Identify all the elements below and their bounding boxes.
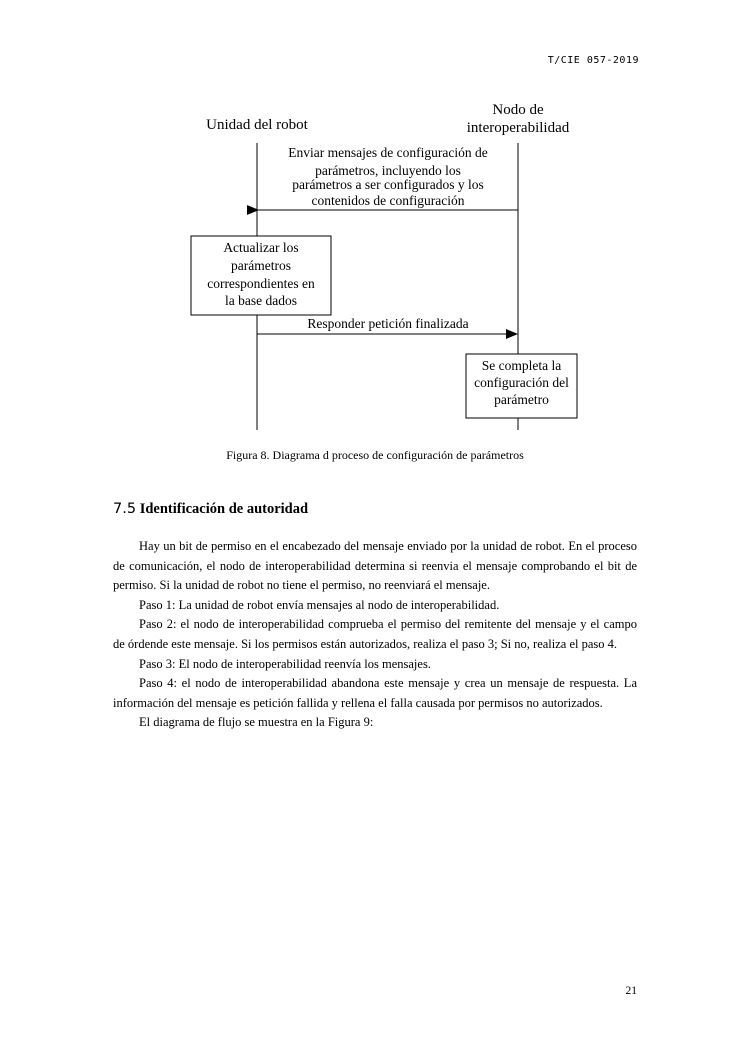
message-config-line3: parámetros a ser configurados y los <box>292 177 484 192</box>
lane-label-node-line1: Nodo de <box>492 102 544 118</box>
box-complete-line1: Se completa la <box>481 358 562 373</box>
document-code: T/CIE 057-2019 <box>547 55 639 66</box>
figure-caption: Figura 8. Diagrama d proceso de configuración de parámetros <box>226 448 524 462</box>
section-number: 7.5 <box>113 501 137 517</box>
section-title-text: Identificación de autoridad <box>139 501 309 517</box>
sequence-diagram <box>0 0 750 440</box>
lane-label-node-line2: interoperabilidad <box>466 120 570 136</box>
paragraph-step-3: Paso 3: El nodo de interoperabilidad reenvía los mensajes. <box>139 656 431 671</box>
message-config-line2: parámetros, incluyendo los <box>315 163 461 178</box>
page-number: 21 <box>625 985 637 997</box>
box-complete-line3: parámetro <box>494 392 549 407</box>
message-config-line4: contenidos de configuración <box>311 193 465 208</box>
lane-label-robot: Unidad del robot <box>206 117 308 133</box>
paragraph-step-2: Paso 2: el nodo de interoperabilidad comprueba el permiso del remitente del mensaje y el campo de órdende este mensaje. Si los permisos están autorizados, realiza el paso 3; Si no, realiza el paso 4. <box>113 617 637 651</box>
paragraph-figure-ref: El diagrama de flujo se muestra en la Figura 9: <box>139 715 374 730</box>
box-update-line4: la base dados <box>225 293 297 308</box>
box-update-line2: parámetros <box>231 258 291 273</box>
message-config-line1: Enviar mensajes de configuración de <box>288 145 488 160</box>
section-heading <box>113 501 308 518</box>
paragraph-step-4: Paso 4: el nodo de interoperabilidad abandona este mensaje y crea un mensaje de respuesta. La información del mensaje es petición fallida y rellena el falla causada por permisos no autorizados. <box>113 676 637 710</box>
box-complete-line2: configuración del <box>474 375 569 390</box>
diagram-lines <box>0 0 750 440</box>
message-response: Responder petición finalizada <box>307 316 469 331</box>
body-text <box>113 537 637 733</box>
box-update-line1: Actualizar los <box>223 240 299 255</box>
paragraph-intro: Hay un bit de permiso en el encabezado del mensaje enviado por la unidad de robot. En el proceso de comunicación, el nodo de interoperabilidad determina si reenvia el mensaje comprobando el bit de permiso. Si la unidad de robot no tiene el permiso, no reenviará el mensaje. <box>113 539 637 593</box>
paragraph-step-1: Paso 1: La unidad de robot envía mensajes al nodo de interoperabilidad. <box>139 597 500 612</box>
box-update-line3: correspondientes en <box>207 276 315 291</box>
